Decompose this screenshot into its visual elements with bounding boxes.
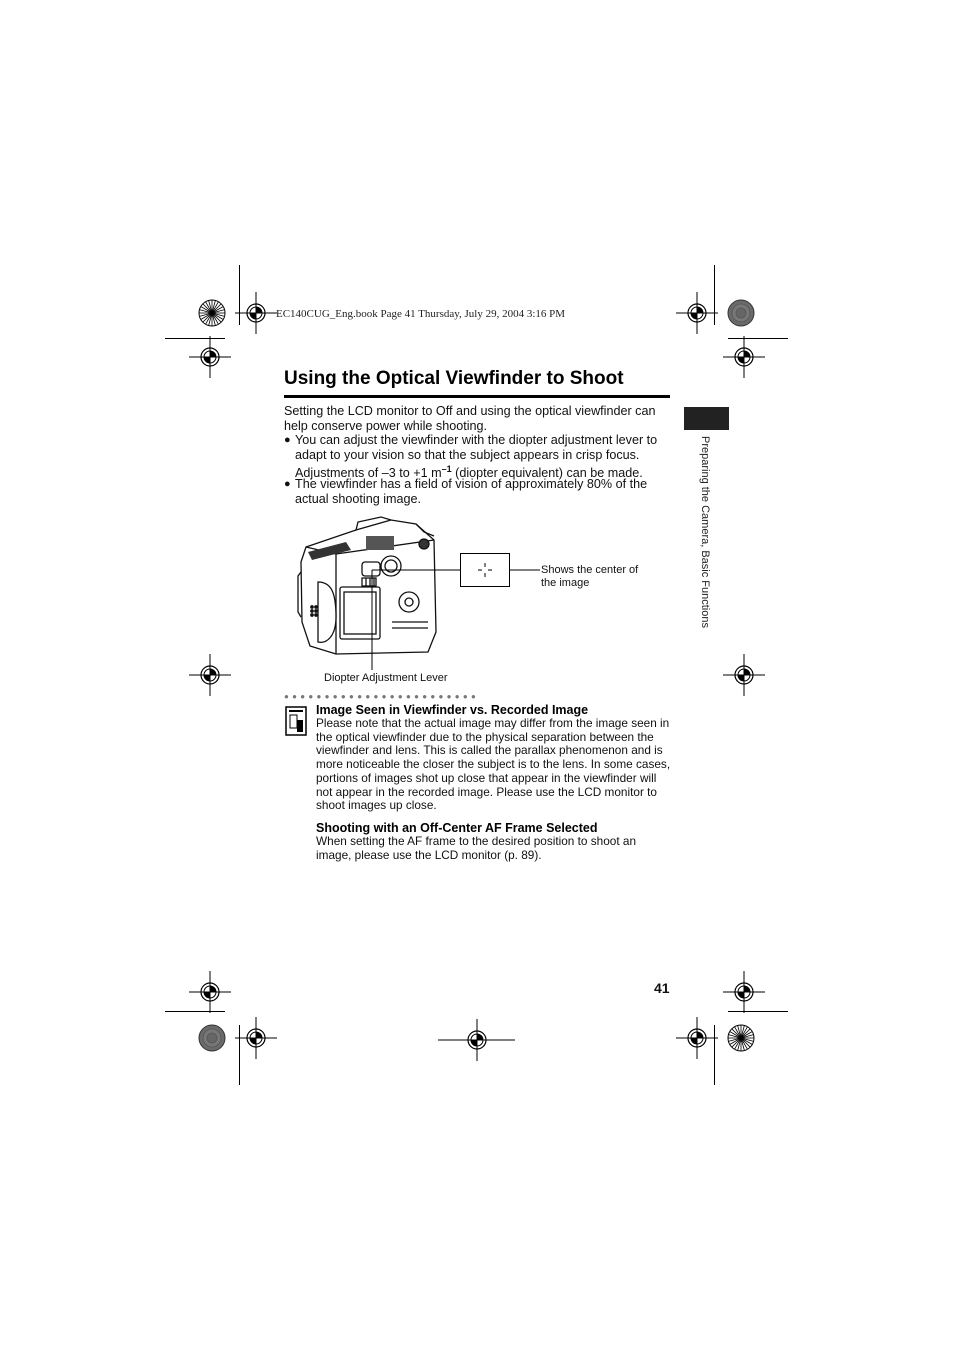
- file-header-line: EC140CUG_Eng.book Page 41 Thursday, July 29, 2004 3:16 PM: [276, 308, 566, 320]
- intro-paragraph: Setting the LCD monitor to Off and using the optical viewfinder can help conserve power while shooting.: [284, 404, 656, 433]
- note-divider-dots: ●●●●●●●●●●●●●●●●●●●●●●●●: [284, 692, 480, 701]
- note-off-center-af: [316, 821, 672, 862]
- title-underline: [284, 395, 670, 398]
- note-body: Please note that the actual image may differ from the image seen in the optical viewfinder due to the physical separation between the viewfinder and lens. This is called the parallax phenomenon and is more noticeable the closer the subject is to the lens. In some cases, portions of images shot up close that appear in the viewfinder will not appear in the recorded image. Please use the LCD monitor to shoot images up close.: [316, 716, 671, 813]
- bullet-dot-icon: ●: [284, 434, 291, 446]
- page-number: 41: [654, 980, 670, 996]
- note-body: When setting the AF frame to the desired position to shoot an image, please use the LCD monitor (p. 89).: [316, 834, 637, 862]
- viewfinder-center-box: [460, 553, 510, 587]
- bullet-dot-icon: ●: [284, 478, 291, 490]
- center-crosshair-icon: [461, 554, 509, 586]
- note-heading: Shooting with an Off-Center AF Frame Selected: [316, 821, 598, 835]
- note-parallax: [316, 703, 672, 813]
- note-heading: Image Seen in Viewfinder vs. Recorded Image: [316, 703, 589, 717]
- page-title: Using the Optical Viewfinder to Shoot: [284, 368, 624, 389]
- chapter-tab: [684, 407, 729, 430]
- bullet-field-of-vision: [284, 477, 674, 506]
- memo-note-icon: [285, 706, 307, 736]
- bullet-text: You can adjust the viewfinder with the diopter adjustment lever to adapt to your vision so that the subject appears in crisp focus.: [295, 433, 658, 462]
- bullet-diopter: ● You can adjust the viewfinder with the diopter adjustment lever to adapt to your vision so that the subject appears in crisp focus. Adjustments of –3 to +1 $m^{-1}$ (diopter equivalent) can be made.: [284, 433, 658, 481]
- bullet-text: The viewfinder has a field of vision of approximately 80% of the actual shooting image.: [295, 477, 648, 506]
- chapter-tab-label: Preparing the Camera, Basic Functions: [699, 436, 711, 628]
- callout-center-caption: Shows the center of the image: [541, 564, 639, 589]
- callout-lever-caption: Diopter Adjustment Lever: [324, 672, 448, 684]
